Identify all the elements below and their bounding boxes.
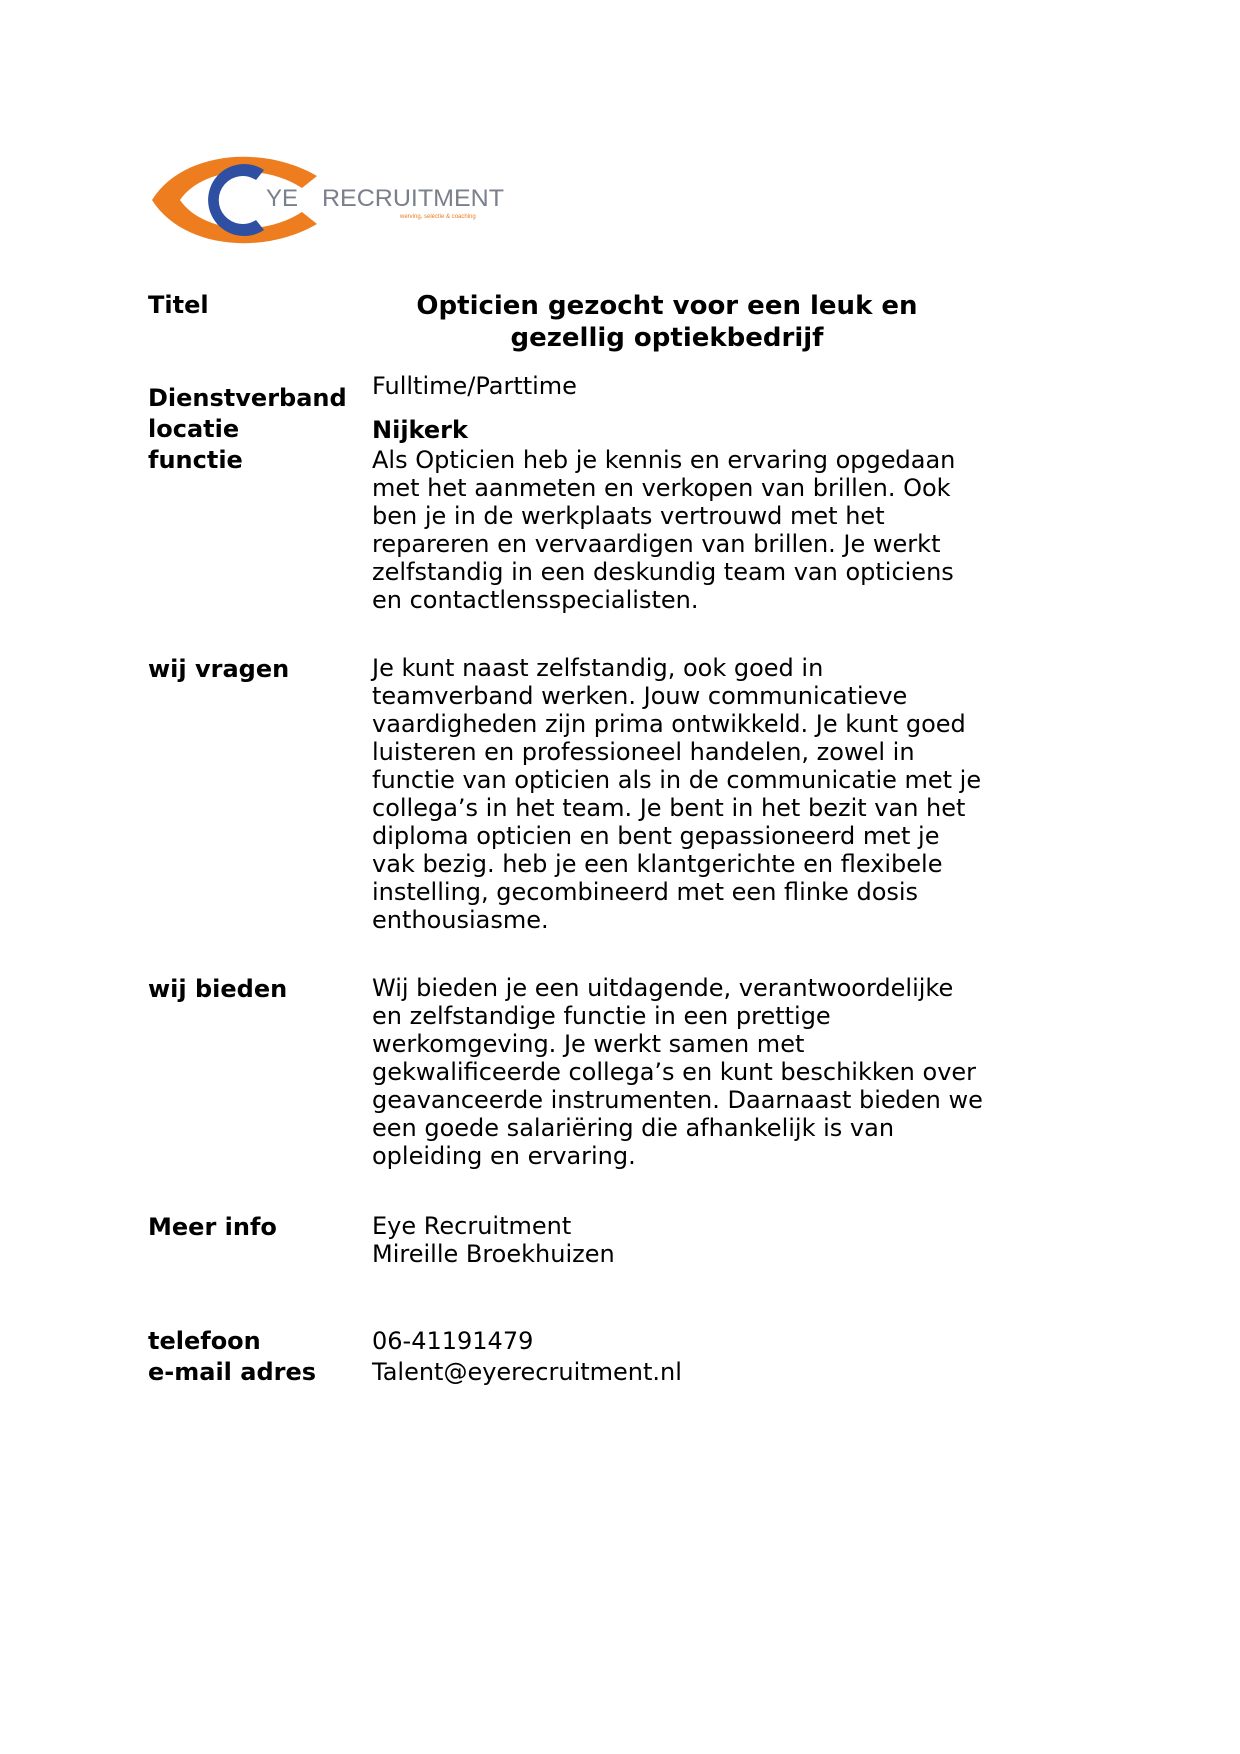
job-title-line: gezellig optiekbedrijf (510, 323, 824, 353)
dienstverband-label: Dienstverband (148, 384, 347, 412)
logo-text-eye: YE (266, 185, 299, 212)
wij-vragen-line: vak bezig. heb je een klantgerichte en flexibele (372, 850, 943, 878)
logo-pupil (234, 194, 246, 206)
wij-vragen-description (372, 654, 982, 934)
functie-line: met het aanmeten en verkopen van brillen. Ook (372, 474, 951, 502)
logo-graphic (152, 148, 512, 252)
functie-line: repareren en vervaardigen van brillen. Je werkt (372, 530, 941, 558)
job-title-line: Opticien gezocht voor een leuk en (416, 291, 918, 321)
wij-vragen-line: Je kunt naast zelfstandig, ook goed in (372, 654, 824, 682)
wij-bieden-label: wij bieden (148, 975, 288, 1003)
meer-info-contact (372, 1212, 972, 1268)
contact-company: Eye Recruitment (372, 1212, 572, 1240)
job-title (372, 290, 962, 354)
wij-vragen-line: luisteren en professioneel handelen, zowel in (372, 738, 915, 766)
logo-tagline: werving, selectie & coaching (400, 214, 476, 220)
wij-vragen-line: collega’s in het team. Je bent in het bezit van het (372, 794, 966, 822)
functie-line: zelfstandig in een deskundig team van opticiens (372, 558, 954, 586)
wij-vragen-line: functie van opticien als in de communicatie met je (372, 766, 982, 794)
wij-vragen-line: instelling, gecombineerd met een flinke dosis (372, 878, 919, 906)
wij-bieden-line: Wij bieden je een uitdagende, verantwoordelijke (372, 974, 954, 1002)
wij-bieden-line: opleiding en ervaring. (372, 1142, 636, 1170)
telefoon-label: telefoon (148, 1327, 261, 1355)
wij-bieden-line: en zelfstandige functie in een prettige (372, 1002, 831, 1030)
wij-bieden-line: werkomgeving. Je werkt samen met (372, 1030, 805, 1058)
wij-vragen-line: enthousiasme. (372, 906, 549, 934)
wij-bieden-description (372, 974, 983, 1170)
titel-label: Titel (148, 291, 209, 319)
functie-line: Als Opticien heb je kennis en ervaring opgedaan (372, 446, 956, 474)
telefoon-value: 06-41191479 (372, 1327, 534, 1355)
locatie-label: locatie (148, 415, 240, 443)
wij-vragen-line: teamverband werken. Jouw communicatieve (372, 682, 908, 710)
wij-bieden-line: gekwalificeerde collega’s en kunt beschikken over (372, 1058, 977, 1086)
meer-info-label: Meer info (148, 1213, 277, 1241)
contact-person: Mireille Broekhuizen (372, 1240, 615, 1268)
company-logo (152, 148, 512, 252)
wij-vragen-label: wij vragen (148, 655, 290, 683)
email-label: e-mail adres (148, 1358, 317, 1386)
functie-line: en contactlensspecialisten. (372, 586, 699, 614)
dienstverband-value: Fulltime/Parttime (372, 372, 577, 400)
functie-label: functie (148, 446, 243, 474)
wij-bieden-line: geavanceerde instrumenten. Daarnaast bieden we (372, 1086, 983, 1114)
logo-text-recruitment: RECRUITMENT (322, 185, 505, 212)
wij-vragen-line: vaardigheden zijn prima ontwikkeld. Je kunt goed (372, 710, 966, 738)
locatie-value: Nijkerk (372, 416, 468, 444)
functie-description (372, 446, 972, 614)
functie-line: ben je in de werkplaats vertrouwd met het (372, 502, 885, 530)
email-value: Talent@eyerecruitment.nl (372, 1358, 682, 1386)
wij-bieden-line: een goede salariëring die afhankelijk is van (372, 1114, 895, 1142)
wij-vragen-line: diploma opticien en bent gepassioneerd met je (372, 822, 940, 850)
